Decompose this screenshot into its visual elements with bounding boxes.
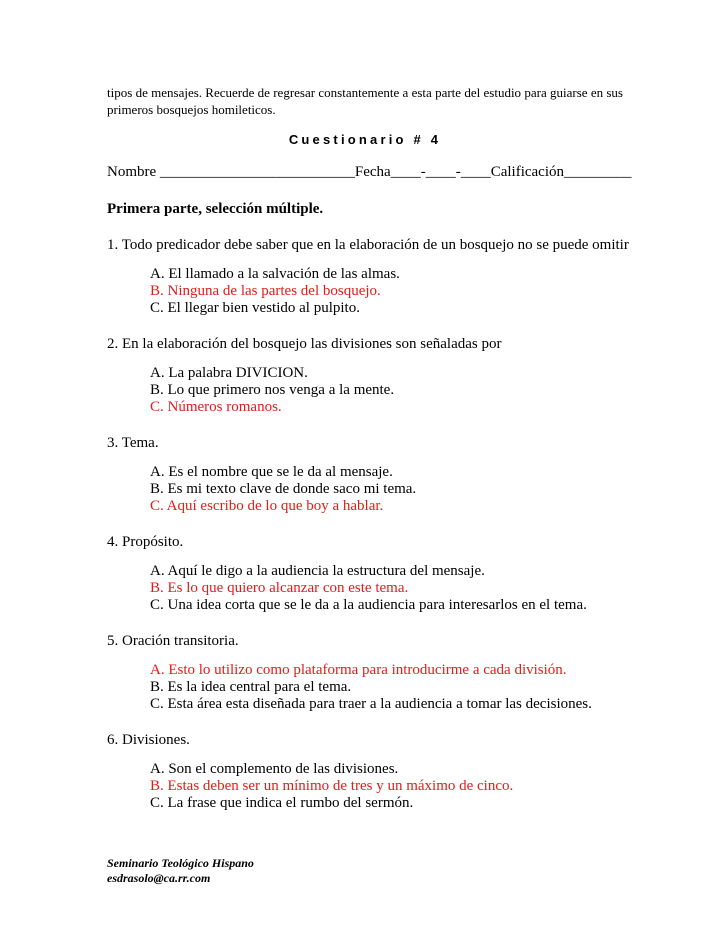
question-5-options: [107, 662, 623, 713]
question-6: 6. Divisiones.: [107, 732, 190, 748]
section-title: Primera parte, selección múltiple.: [107, 201, 324, 217]
footer-email: esdrasolo@ca.rr.com: [107, 871, 211, 885]
question-5-option-b: B. Es la idea central para el tema.: [150, 679, 352, 695]
question-2-option-c-correct: C. Números romanos.: [150, 399, 282, 415]
question-3-options: [107, 464, 623, 515]
question-3-option-b: B. Es mi texto clave de donde saco mi tema.: [150, 481, 417, 497]
intro-paragraph: tipos de mensajes. Recuerde de regresar constantemente a esta parte del estudio para guiarse en sus primeros bosquejos homileticos.: [107, 85, 623, 117]
question-2-option-b: B. Lo que primero nos venga a la mente.: [150, 382, 395, 398]
document-page: [107, 84, 632, 812]
question-4-options: [107, 563, 623, 614]
question-6-option-a: A. Son el complemento de las divisiones.: [150, 761, 399, 777]
question-3-option-c-correct: C. Aquí escribo de lo que boy a hablar.: [150, 498, 384, 514]
questionnaire-title: Cuestionario # 4: [288, 132, 442, 147]
question-2: 2. En la elaboración del bosquejo las divisiones son señaladas por: [107, 336, 502, 352]
question-6-options: [107, 761, 623, 812]
question-4: 4. Propósito.: [107, 534, 184, 550]
question-1-option-a: A. El llamado a la salvación de las almas.: [150, 266, 400, 282]
question-1-option-c: C. El llegar bien vestido al pulpito.: [150, 300, 360, 316]
question-2-options: [107, 365, 623, 416]
page-footer: [107, 856, 254, 886]
question-4-option-a: A. Aquí le digo a la audiencia la estructura del mensaje.: [150, 563, 485, 579]
question-6-option-b-correct: B. Estas deben ser un mínimo de tres y un máximo de cinco.: [150, 778, 514, 794]
footer-organization: Seminario Teológico Hispano: [107, 856, 254, 870]
question-5: 5. Oración transitoria.: [107, 633, 239, 649]
question-4-option-b-correct: B. Es lo que quiero alcanzar con este tema.: [150, 580, 409, 596]
question-6-option-c: C. La frase que indica el rumbo del sermón.: [150, 795, 414, 811]
question-1-options: [107, 266, 623, 317]
question-5-option-c: C. Esta área esta diseñada para traer a la audiencia a tomar las decisiones.: [150, 696, 592, 712]
question-3-option-a: A. Es el nombre que se le da al mensaje.: [150, 464, 393, 480]
question-1-option-b-correct: B. Ninguna de las partes del bosquejo.: [150, 283, 381, 299]
question-3: 3. Tema.: [107, 435, 159, 451]
student-info-line: Nombre __________________________Fecha____-____-____Calificación_________: [107, 164, 632, 180]
question-1: 1. Todo predicador debe saber que en la elaboración de un bosquejo no se puede omitir: [107, 237, 629, 253]
question-2-option-a: A. La palabra DIVICION.: [150, 365, 308, 381]
question-5-option-a-correct: A. Esto lo utilizo como plataforma para introducirme a cada división.: [150, 662, 567, 678]
question-4-option-c: C. Una idea corta que se le da a la audiencia para interesarlos en el tema.: [150, 597, 587, 613]
